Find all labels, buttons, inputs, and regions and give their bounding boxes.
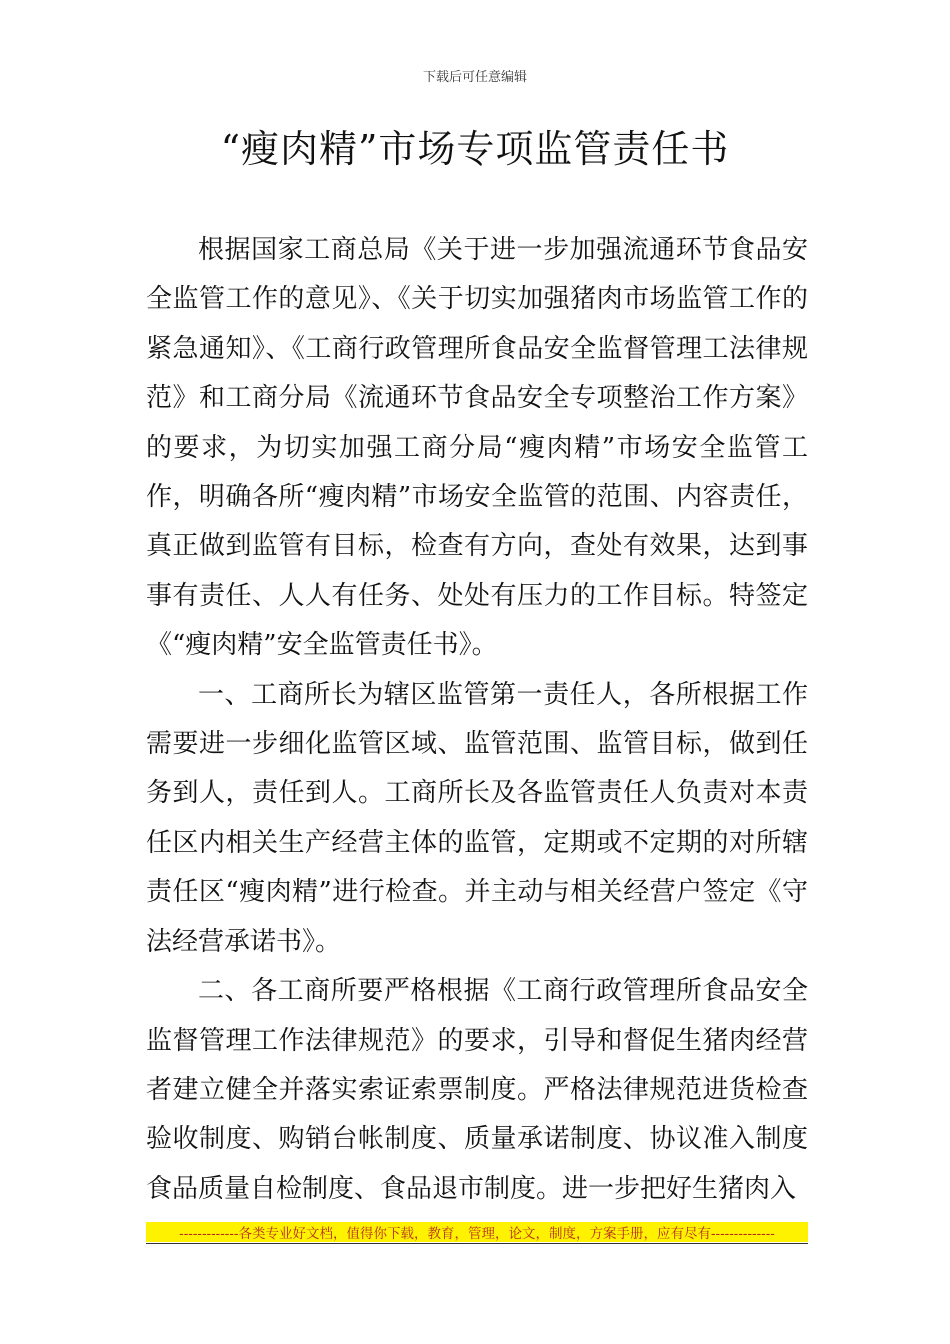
footer-banner: -------------各类专业好文档，值得你下载，教育，管理，论文，制度，方案手册，应有尽有-------------- (146, 1222, 808, 1242)
document-title: “瘦肉精”市场专项监管责任书 (220, 127, 730, 171)
paragraph-clause-1: 一、工商所长为辖区监管第一责任人，各所根据工作需要进一步细化监管区域、监管范围、监管目标，做到任务到人，责任到人。工商所长及各监管责任人负责对本责任区内相关生产经营主体的监管，定期或不定期的对所辖责任区“瘦肉精”进行检查。并主动与相关经营户签定《守法经营承诺书》。 (146, 679, 808, 957)
paragraph-clause-2: 二、各工商所要严格根据《工商行政管理所食品安全监督管理工作法律规范》的要求，引导和督促生猪肉经营者建立健全并落实索证索票制度。严格法律规范进货检查验收制度、购销台帐制度、质量承诺制度、协议准入制度食品质量自检制度、食品退市制度。进一步把好生猪肉入 (146, 976, 808, 1204)
document-body (146, 226, 808, 1214)
paragraph-intro: 根据国家工商总局《关于进一步加强流通环节食品安全监管工作的意见》、《关于切实加强猪肉市场监管工作的紧急通知》、《工商行政管理所食品安全监督管理工法律规范》和工商分局《流通环节食品安全专项整治工作方案》的要求，为切实加强工商分局“瘦肉精”市场安全监管工作，明确各所“瘦肉精”市场安全监管的范围、内容责任，真正做到监管有目标，检查有方向，查处有效果，达到事事有责任、人人有任务、处处有压力的工作目标。特签定《“瘦肉精”安全监管责任书》。 (146, 235, 808, 661)
header-note: 下载后可任意编辑 (422, 70, 527, 85)
footer-divider (146, 1243, 808, 1244)
